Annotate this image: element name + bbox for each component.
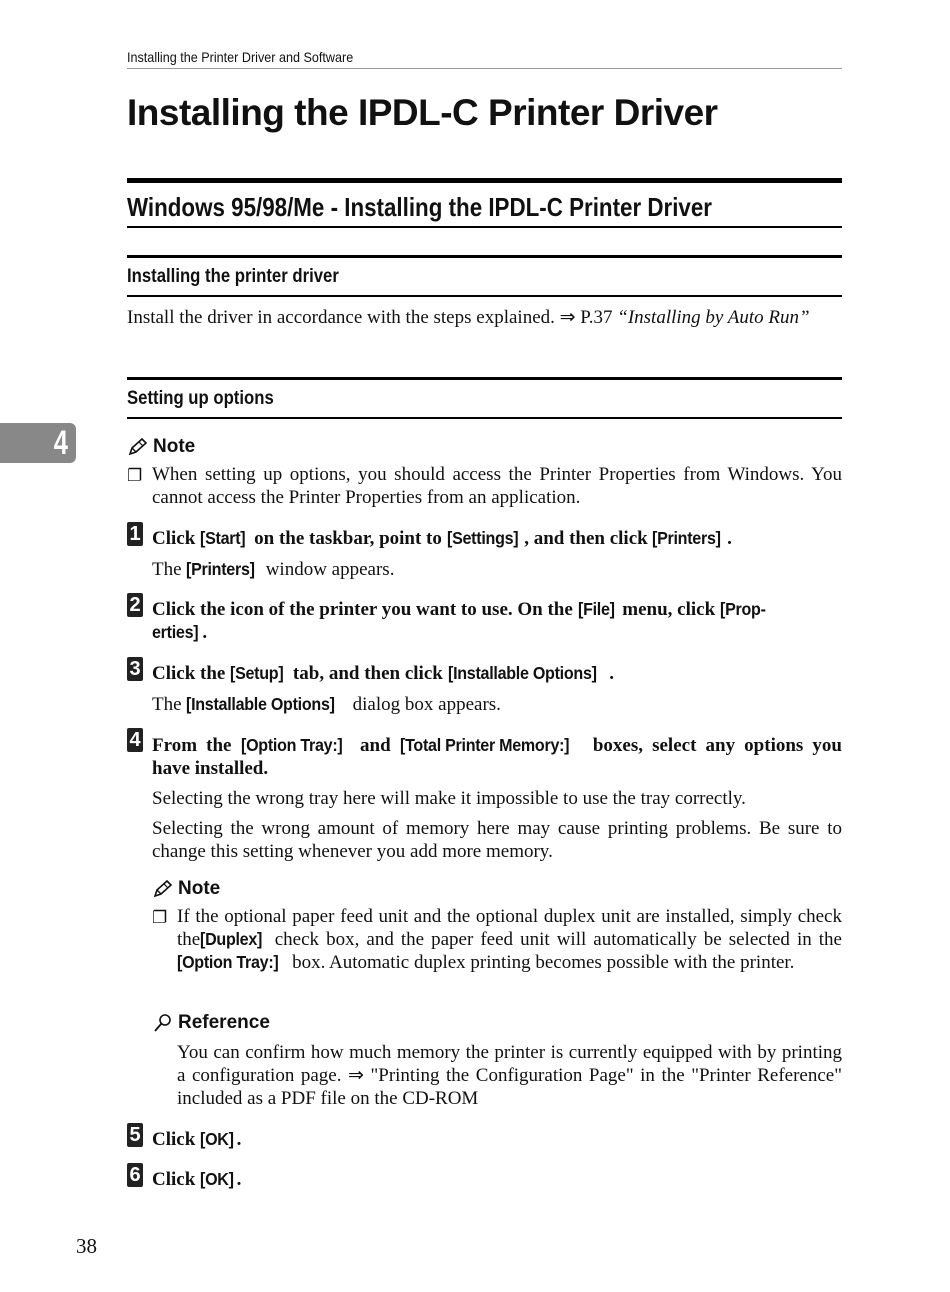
section-heading: Windows 95/98/Me - Installing the IPDL-C Printer Driver — [127, 192, 713, 222]
step-instruction: Click [OK] . — [152, 1169, 242, 1190]
step-number: 3 — [127, 657, 143, 681]
checkbox-bullet-icon: ❐ — [152, 908, 168, 927]
step-instruction: Click the icon of the printer you want to use. On the [File] menu, click [Prop- erties] . — [152, 599, 766, 643]
step-number: 4 — [127, 728, 143, 752]
install-paragraph: Install the driver in accordance with the steps explained. ⇒ P.37 “Installing by Auto Run” — [127, 307, 810, 328]
subsection-heading-box — [127, 255, 842, 297]
note-item: When setting up options, you should access the Printer Properties from Windows. You cannot access the Printer Properties from an application. — [152, 464, 842, 508]
note-heading: Note — [152, 878, 220, 900]
section-heading-box — [127, 178, 842, 228]
chapter-tab: 4 — [0, 423, 76, 463]
running-header: Installing the Printer Driver and Software — [127, 49, 842, 69]
step-instruction: Click [OK] . — [152, 1129, 242, 1150]
subsection-heading: Setting up options — [127, 388, 274, 409]
step-number: 2 — [127, 593, 143, 617]
magnifier-icon — [152, 1013, 174, 1033]
checkbox-bullet-icon: ❐ — [127, 466, 143, 485]
step-instruction: Click [Start] on the taskbar, point to [Settings] , and then click [Printers] . — [152, 528, 732, 549]
page-number: 38 — [76, 1234, 97, 1258]
step-result: The [Installable Options] dialog box appears. — [152, 694, 501, 715]
pencil-icon — [152, 879, 174, 899]
step-number: 5 — [127, 1123, 143, 1147]
subsection-heading: Installing the printer driver — [127, 266, 339, 287]
step-detail: Selecting the wrong tray here will make it impossible to use the tray correctly. — [152, 788, 746, 809]
step-instruction: Click the [Setup] tab, and then click [Installable Options] . — [152, 663, 614, 684]
step-detail: Selecting the wrong amount of memory here may cause printing problems. Be sure to change this setting whenever you add more memory. — [152, 818, 842, 862]
cross-reference: “Installing by Auto Run” — [617, 307, 810, 328]
step-number: 6 — [127, 1163, 143, 1187]
step-result: The [Printers] window appears. — [152, 559, 395, 580]
step-number: 1 — [127, 522, 143, 546]
pencil-icon — [127, 437, 149, 457]
note-heading: Note — [127, 436, 195, 458]
page-title: Installing the IPDL-C Printer Driver — [127, 92, 718, 133]
reference-heading: Reference — [152, 1012, 270, 1034]
note-item: If the optional paper feed unit and the optional duplex unit are installed, simply check the[Duplex] check box, and the paper feed unit will automatically be selected in the[Option Tray:] box. Automatic duplex printing becomes possible with the printer. — [177, 906, 842, 973]
subsection-heading-box — [127, 377, 842, 419]
step-instruction: From the [Option Tray:] and [Total Printer Memory:] boxes, select any options you have installed. — [152, 735, 842, 779]
reference-text: You can confirm how much memory the printer is currently equipped with by printing a configuration page. ⇒ "Printing the Configuration Page" in the "Printer Reference" included as a PDF file on the CD-ROM — [177, 1042, 842, 1109]
